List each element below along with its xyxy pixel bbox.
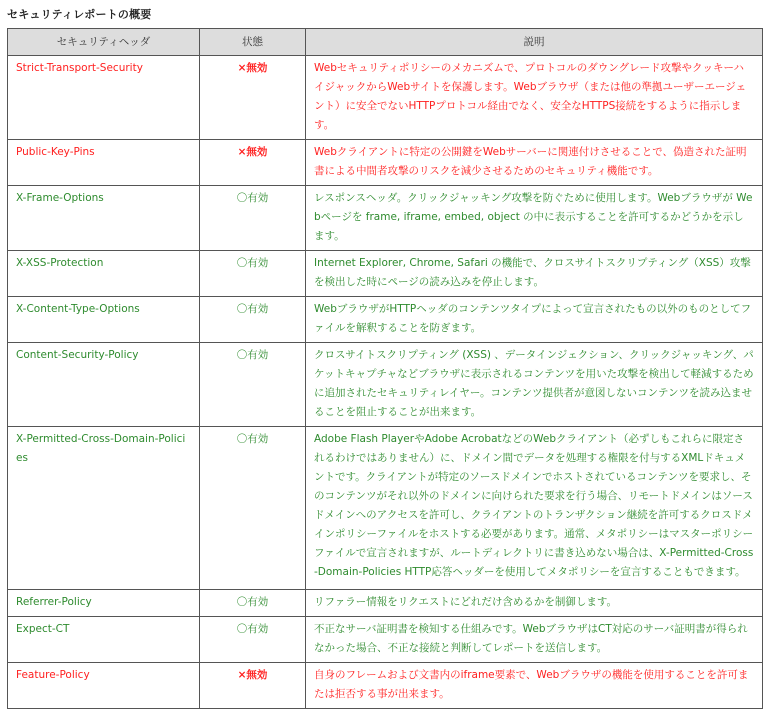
- security-header-name: Content-Security-Policy: [8, 343, 200, 427]
- security-report-table: [7, 28, 763, 709]
- security-header-name: Public-Key-Pins: [8, 140, 200, 186]
- status-badge: 〇有効: [200, 343, 306, 427]
- page-title: セキュリティレポートの概要: [7, 8, 152, 21]
- description: Adobe Flash PlayerやAdobe AcrobatなどのWebクライアント（必ずしもこれらに限定されるわけではありません）に、ドメイン間でデータを処理する権限を付与するXMLドキュメントです。クライアントが特定のソースドメインでホストされているコンテンツを要求し、そのコンテンツがそれ以外のドメインに向けられた要求を行う場合、リモートドメインはソースドメインへのアクセスを許可し、クライアントのトランザクション継続を許可するクロスドメインポリシーファイルをホストする必要があります。通常、メタポリシーはマスターポリシーファイルで宣言されますが、ルートディレクトリに書き込めない場合は、X-Permitted-Cross-Domain-Policies HTTP応答ヘッダーを使用してメタポリシーを宣言することもできます。: [306, 427, 763, 590]
- status-badge: 〇有効: [200, 297, 306, 343]
- description: 不正なサーバ証明書を検知する仕組みです。WebブラウザはCT対応のサーバ証明書が得られなかった場合、不正な接続と判断してレポートを送信します。: [306, 617, 763, 663]
- status-badge: 〇有効: [200, 186, 306, 251]
- table-row: [8, 343, 763, 427]
- table-row: [8, 617, 763, 663]
- table-row: [8, 663, 763, 709]
- status-badge: ×無効: [200, 56, 306, 140]
- table-row: [8, 56, 763, 140]
- description: リファラー情報をリクエストにどれだけ含めるかを制御します。: [306, 590, 763, 617]
- status-badge: ×無効: [200, 140, 306, 186]
- security-header-name: X-Content-Type-Options: [8, 297, 200, 343]
- security-header-name: Referrer-Policy: [8, 590, 200, 617]
- status-badge: 〇有効: [200, 251, 306, 297]
- security-header-name: X-XSS-Protection: [8, 251, 200, 297]
- security-header-name: X-Permitted-Cross-Domain-Policies: [8, 427, 200, 590]
- table-row: [8, 427, 763, 590]
- column-header-security-header: セキュリティヘッダ: [8, 29, 200, 56]
- security-header-name: X-Frame-Options: [8, 186, 200, 251]
- security-header-name: Strict-Transport-Security: [8, 56, 200, 140]
- description: Webセキュリティポリシーのメカニズムで、プロトコルのダウングレード攻撃やクッキーハイジャックからWebサイトを保護します。Webブラウザ（または他の準拠ユーザーエージェント）に安全でないHTTPプロトコル経由でなく、安全なHTTPS接続をするように指示します。: [306, 56, 763, 140]
- security-header-name: Expect-CT: [8, 617, 200, 663]
- table-header-row: [8, 29, 763, 56]
- column-header-description: 説明: [306, 29, 763, 56]
- security-header-name: Feature-Policy: [8, 663, 200, 709]
- table-row: [8, 140, 763, 186]
- description: WebブラウザがHTTPヘッダのコンテンツタイプによって宣言されたもの以外のものとしてファイルを解釈することを防ぎます。: [306, 297, 763, 343]
- table-row: [8, 590, 763, 617]
- table-row: [8, 251, 763, 297]
- status-badge: 〇有効: [200, 427, 306, 590]
- description: クロスサイトスクリプティング (XSS) 、データインジェクション、クリックジャッキング、パケットキャプチャなどブラウザに表示されるコンテンツを用いた攻撃を検出して軽減するために追加されたセキュリティレイヤー。コンテンツ提供者が意図しないコンテンツを読み込ませることを阻止することが出来ます。: [306, 343, 763, 427]
- description: Internet Explorer, Chrome, Safari の機能で、クロスサイトスクリプティング（XSS）攻撃を検出した時にページの読み込みを停止します。: [306, 251, 763, 297]
- column-header-status: 状態: [200, 29, 306, 56]
- status-badge: 〇有効: [200, 617, 306, 663]
- description: 自身のフレームおよび文書内のiframe要素で、Webブラウザの機能を使用することを許可または拒否する事が出来ます。: [306, 663, 763, 709]
- status-badge: 〇有効: [200, 590, 306, 617]
- description: レスポンスヘッダ。クリックジャッキング攻撃を防ぐために使用します。Webブラウザが Webページを frame, iframe, embed, object の中に表示することを許可するかどうかを示します。: [306, 186, 763, 251]
- table-row: [8, 297, 763, 343]
- status-badge: ×無効: [200, 663, 306, 709]
- description: Webクライアントに特定の公開鍵をWebサーバーに関連付けさせることで、偽造された証明書による中間者攻撃のリスクを減少させるためのセキュリティ機能です。: [306, 140, 763, 186]
- table-row: [8, 186, 763, 251]
